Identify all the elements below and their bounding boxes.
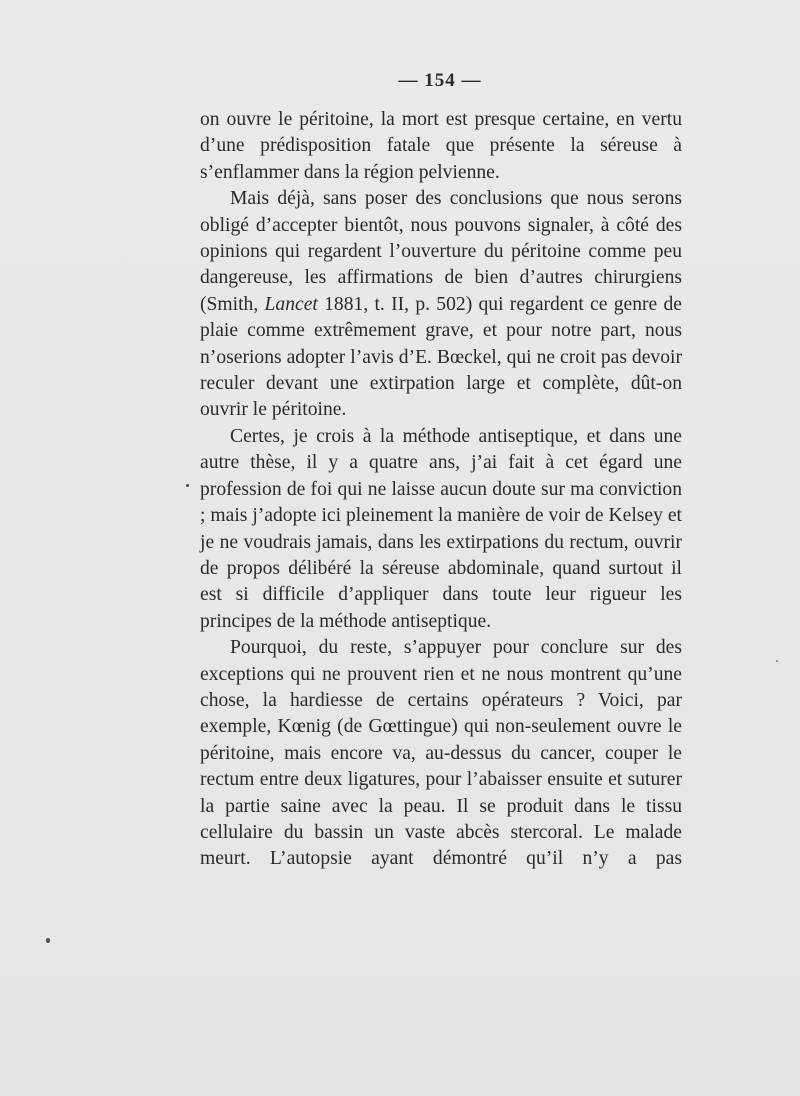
scan-speck [186,484,189,487]
paragraph-2-text-before: Mais déjà, sans poser des conclusions que nous serons obligé d’accepter bientôt, nous pouvons signaler, à côté des opinions qui regardent l’ouverture du péritoine comme peu dangereuse, les affirmations de bien d’autres chirurgiens (Smith, [200,188,682,315]
paragraph-4: Pourquoi, du reste, s’appuyer pour conclure sur des exceptions qui ne prouvent rien et ne nous montrent qu’une chose, la hardiesse de certains opérateurs ? Voici, par exemple, Kœnig (de Gœttingue) qui non-seulement ouvre le péritoine, mais encore va, au-dessus du cancer, couper le rectum entre deux ligatures, pour l’abaisser ensuite et suturer la partie saine avec la peau. Il se produit dans le tissu cellulaire du bassin un vaste abcès stercoral. Le malade meurt. L’autopsie ayant démontré qu’il n’y a pas [200,637,682,870]
scan-speck [46,938,50,943]
body-text [200,107,682,873]
paragraph-3: Certes, je crois à la méthode antiseptique, et dans une autre thèse, il y a quatre ans, j’ai fait à cet égard une profession de foi qui ne laisse aucun doute sur ma conviction ; mais j’adopte ici pleinement la manière de voir de Kelsey et je ne voudrais jamais, dans les extirpations du rectum, ouvrir de propos délibéré la séreuse abdominale, quand surtout il est si difficile d’appliquer dans toute leur rigueur les principes de la méthode antiseptique. [200,425,682,632]
paragraph-2 [200,186,682,424]
scan-speck [776,660,778,662]
journal-title-italic: Lancet [264,293,318,315]
paragraph-1: on ouvre le péritoine, la mort est presque certaine, en vertu d’une prédisposition fatale que présente la séreuse à s’enflammer dans la région pelvienne. [200,109,682,183]
page-number: — 154 — [398,70,482,91]
paragraph-2-text-after: 1881, t. II, p. 502) qui regardent ce genre de plaie comme extrêmement grave, et pour notre part, nous n’oserions adopter l’avis d’E. Bœckel, qui ne croit pas devoir reculer devant une extirpation large et complète, dût-on ouvrir le péritoine. [200,293,682,421]
